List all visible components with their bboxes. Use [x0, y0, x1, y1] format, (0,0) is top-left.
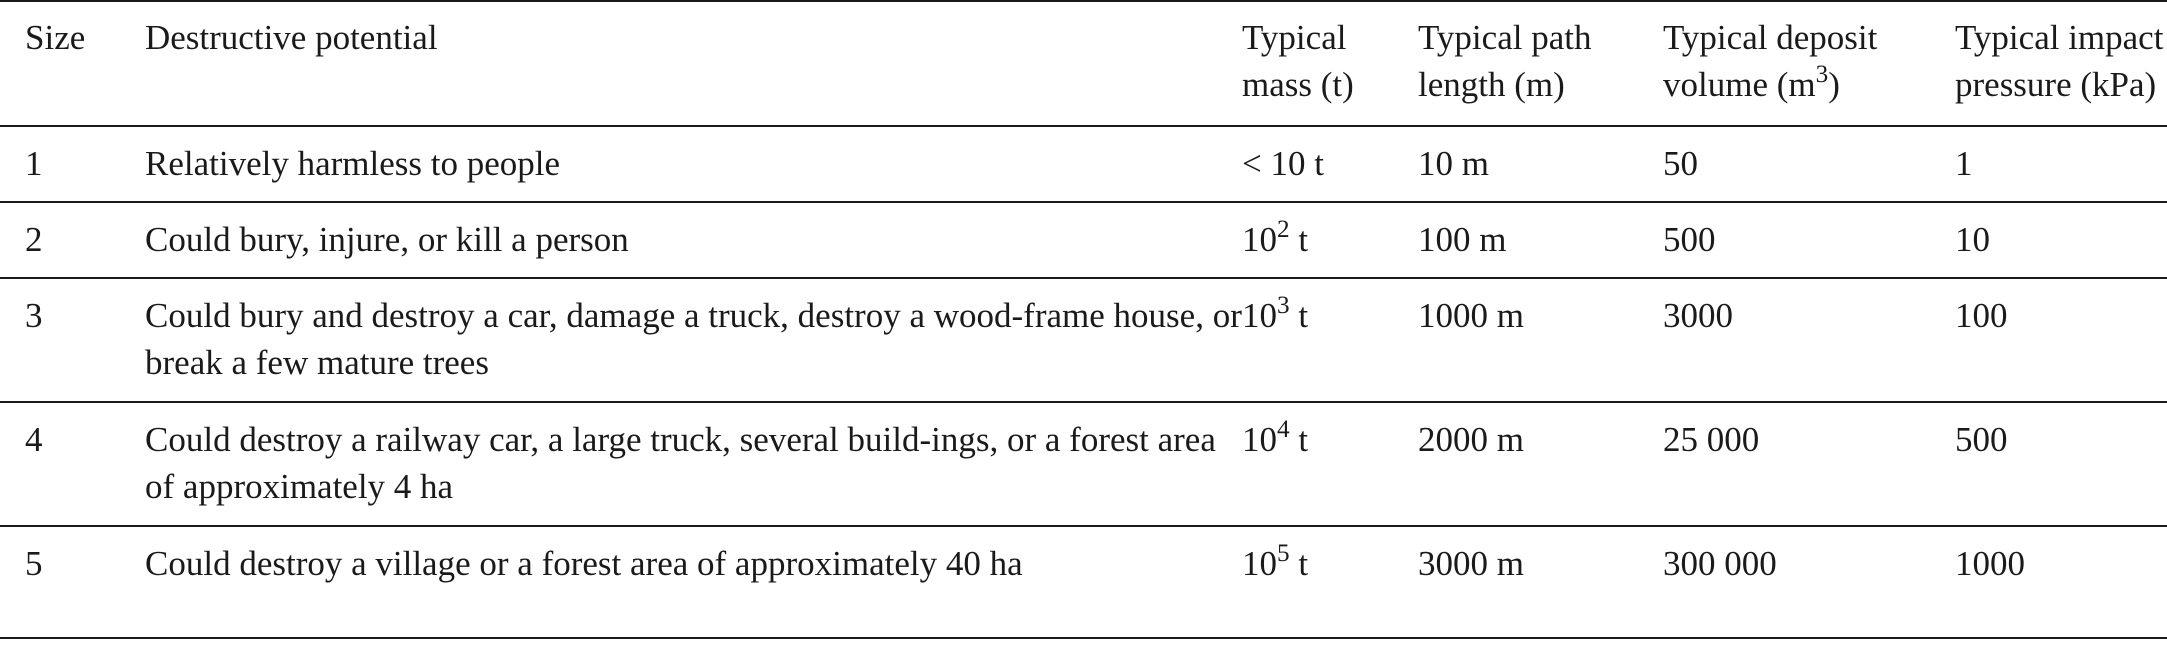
cell-typical-path-length: 3000 m	[1418, 544, 1524, 583]
cell-typical-impact-pressure: 1	[1955, 144, 1973, 183]
cell-typical-mass: < 10 t	[1242, 144, 1324, 183]
cell-typical-path-length: 1000 m	[1418, 296, 1524, 335]
header-size: Size	[25, 18, 86, 57]
cell-size: 2	[25, 220, 43, 259]
cell-destructive-potential: Relatively harmless to people	[145, 144, 561, 183]
table-row	[0, 126, 2167, 202]
cell-destructive-potential: Could bury, injure, or kill a person	[145, 220, 629, 259]
table-row	[0, 402, 2167, 526]
cell-destructive-potential: Could destroy a village or a forest area of approximately 40 ha	[145, 544, 1023, 583]
cell-typical-impact-pressure: 1000	[1955, 544, 2025, 583]
cell-typical-impact-pressure: 500	[1955, 420, 2008, 459]
cell-size: 4	[25, 420, 43, 459]
cell-typical-path-length: 100 m	[1418, 220, 1507, 259]
header-typical-mass: Typical mass (t)	[1242, 18, 1354, 104]
table-header-row	[0, 1, 2167, 126]
table-row	[0, 278, 2167, 402]
cell-typical-deposit-volume: 50	[1663, 144, 1698, 183]
cell-size: 3	[25, 296, 43, 335]
cell-size: 5	[25, 544, 43, 583]
header-typical-deposit-volume: Typical deposit volume $(m^3)$	[1663, 18, 1878, 104]
cell-typical-deposit-volume: 300 000	[1663, 544, 1777, 583]
header-typical-path-length: Typical path length (m)	[1418, 18, 1592, 104]
cell-typical-mass: $10^2$ t	[1242, 216, 1309, 259]
table-row	[0, 526, 2167, 638]
header-destructive-potential: Destructive potential	[145, 18, 438, 57]
cell-size: 1	[25, 144, 43, 183]
cell-typical-deposit-volume: 25 000	[1663, 420, 1760, 459]
cell-destructive-potential: Could bury and destroy a car, damage a truck, destroy a wood-frame house, or break a few mature trees	[145, 296, 1242, 382]
cell-typical-mass: $10^5$ t	[1242, 540, 1309, 583]
cell-destructive-potential: Could destroy a railway car, a large truck, several build-ings, or a forest area of approximately 4 ha	[145, 420, 1216, 506]
cell-typical-deposit-volume: 500	[1663, 220, 1716, 259]
cell-typical-mass: $10^3$ t	[1242, 292, 1309, 335]
header-typical-impact-pressure: Typical impact pressure (kPa)	[1955, 18, 2164, 104]
cell-typical-path-length: 2000 m	[1418, 420, 1524, 459]
cell-typical-mass: $10^4$ t	[1242, 416, 1309, 459]
cell-typical-impact-pressure: 100	[1955, 296, 2008, 335]
cell-typical-deposit-volume: 3000	[1663, 296, 1733, 335]
cell-typical-path-length: 10 m	[1418, 144, 1489, 183]
cell-typical-impact-pressure: 10	[1955, 220, 1990, 259]
table-row	[0, 202, 2167, 278]
